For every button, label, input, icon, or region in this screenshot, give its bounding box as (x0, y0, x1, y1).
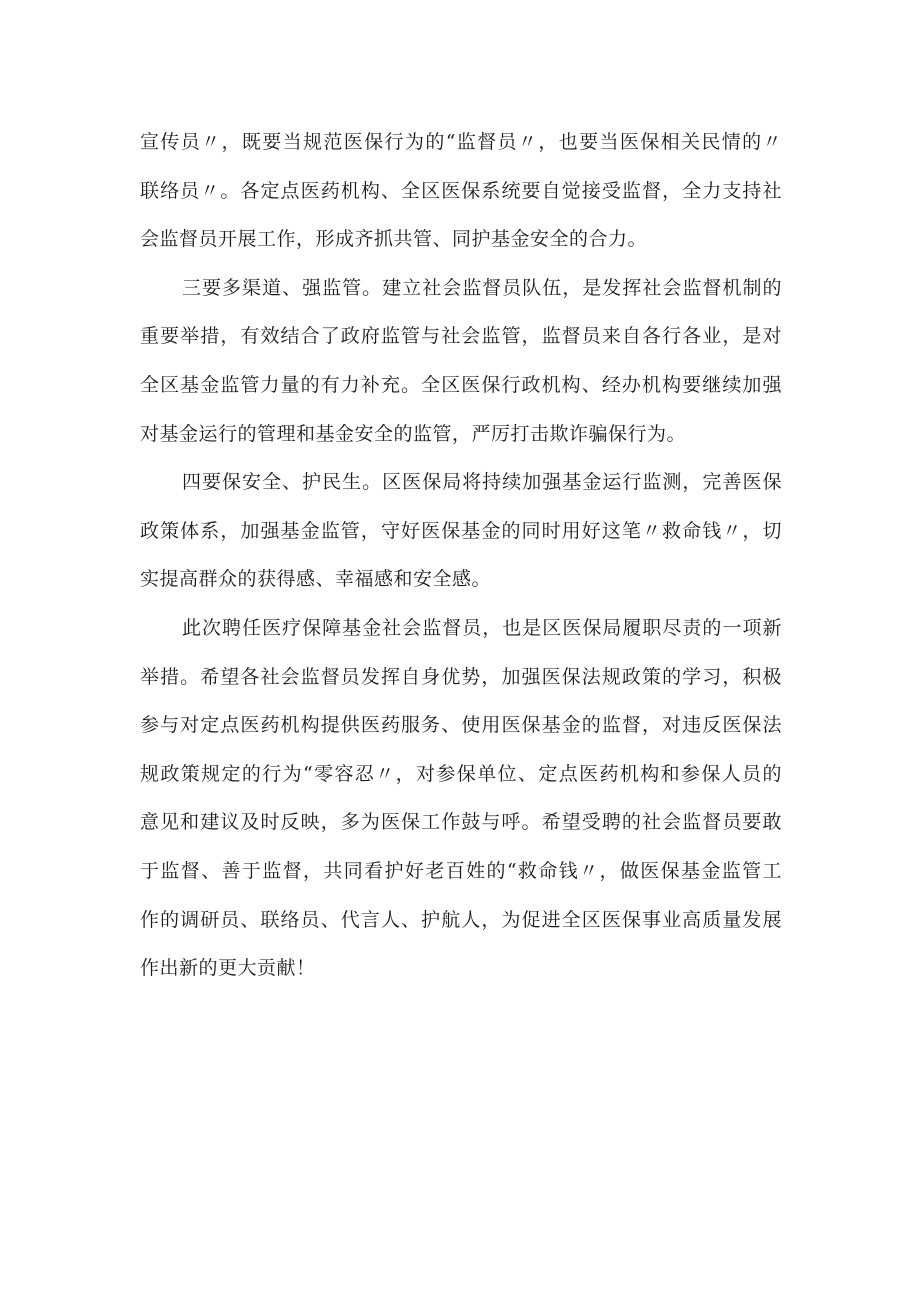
paragraph-line: 对基金运行的管理和基金安全的监管，严厉打击欺诈骗保行为。 (140, 422, 687, 445)
paragraph-line: 于监督、善于监督，共同看护好老百姓的“救命钱〃，做医保基金监管工 (140, 859, 782, 882)
paragraph-line: 四要保安全、护民生。区医保局将持续加强基金运行监测，完善医保 (182, 471, 782, 494)
paragraph-line: 作的调研员、联络员、代言人、护航人，为促进全区医保事业高质量发展 (140, 908, 782, 931)
paragraph-line: 规政策规定的行为“零容忍〃，对参保单位、定点医药机构和参保人员的 (140, 762, 782, 785)
paragraph-line: 意见和建议及时反映，多为医保工作鼓与呼。希望受聘的社会监督员要敢 (140, 811, 782, 834)
paragraph-line: 三要多渠道、强监管。建立社会监督员队伍，是发挥社会监督机制的 (182, 276, 782, 299)
document-body (140, 118, 782, 993)
paragraph-line: 宣传员〃，既要当规范医保行为的“监督员〃，也要当医保相关民情的〃 (140, 131, 782, 153)
paragraph-line: 全区基金监管力量的有力补充。全区医保行政机构、经办机构要继续加强 (140, 373, 782, 396)
paragraph-line: 会监督员开展工作，形成齐抓共管、同护基金安全的合力。 (140, 228, 648, 251)
paragraph-line: 此次聘任医疗保障基金社会监督员，也是区医保局履职尽责的一项新 (182, 616, 782, 639)
paragraph-line: 联络员〃。各定点医药机构、全区医保系统要自觉接受监督，全力支持社 (140, 179, 782, 202)
paragraph-line: 作出新的更大贡献！ (140, 957, 316, 980)
paragraph-line: 政策体系，加强基金监管，守好医保基金的同时用好这笔〃救命钱〃，切 (140, 519, 782, 542)
paragraph-line: 参与对定点医药机构提供医药服务、使用医保基金的监督，对违反医保法 (140, 714, 782, 737)
paragraph-line: 实提高群众的获得感、幸福感和安全感。 (140, 568, 492, 591)
paragraph-line: 重要举措，有效结合了政府监管与社会监管，监督员来自各行各业，是对 (140, 325, 782, 348)
paragraph-line: 举措。希望各社会监督员发挥自身优势，加强医保法规政策的学习，积极 (140, 665, 782, 688)
